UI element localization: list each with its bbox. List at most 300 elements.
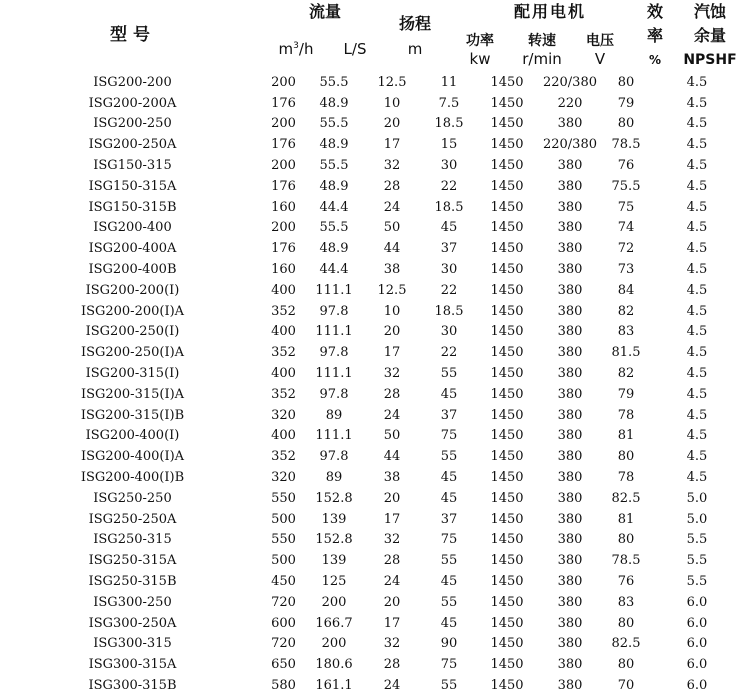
table-row <box>0 571 748 592</box>
cell-model: ISG250-315 <box>93 532 172 548</box>
cell-flow-ls: 44.4 <box>319 199 349 215</box>
cell-flow-m3h: 400 <box>271 366 296 382</box>
cell-head: 32 <box>383 532 401 548</box>
header-efficiency-1: 效 <box>646 2 663 21</box>
cell-speed: 1450 <box>490 574 524 590</box>
cell-flow-m3h: 176 <box>271 95 296 111</box>
cell-flow-m3h: 200 <box>271 158 296 174</box>
cell-model: ISG200-315(I)A <box>80 386 185 402</box>
cell-flow-ls: 48.9 <box>319 95 349 111</box>
cell-head: 17 <box>383 511 401 527</box>
table-row <box>0 72 748 93</box>
cell-npsh: 5.5 <box>686 574 708 590</box>
cell-flow-ls: 139 <box>321 553 347 569</box>
table-row <box>0 342 748 363</box>
header-flow-unit-ls: L/S <box>343 40 367 58</box>
cell-power: 55 <box>440 594 458 610</box>
cell-voltage: 380 <box>557 657 583 673</box>
table-row <box>0 93 748 114</box>
cell-power: 22 <box>440 178 458 194</box>
cell-model: ISG300-250 <box>93 594 172 610</box>
cell-voltage: 380 <box>557 615 583 631</box>
cell-efficiency: 73 <box>617 262 635 278</box>
cell-voltage: 380 <box>557 511 583 527</box>
table-row <box>0 322 748 343</box>
cell-npsh: 6.0 <box>686 657 708 673</box>
header-model: 型 号 <box>110 25 150 45</box>
cell-power: 15 <box>440 137 458 153</box>
cell-model: ISG200-250 <box>93 116 172 132</box>
cell-voltage: 380 <box>557 386 583 402</box>
cell-head: 28 <box>383 178 401 194</box>
cell-voltage: 380 <box>557 303 583 319</box>
cell-efficiency: 82 <box>617 366 635 382</box>
cell-flow-m3h: 400 <box>271 324 296 340</box>
cell-power: 45 <box>440 615 458 631</box>
cell-speed: 1450 <box>490 407 524 423</box>
cell-head: 44 <box>383 241 401 257</box>
cell-efficiency: 74 <box>617 220 635 236</box>
cell-flow-ls: 89 <box>325 470 343 486</box>
cell-model: ISG150-315 <box>93 158 172 174</box>
table-row <box>0 384 748 405</box>
cell-flow-ls: 200 <box>321 594 347 610</box>
cell-flow-m3h: 580 <box>271 678 296 693</box>
table-row <box>0 613 748 634</box>
cell-voltage: 380 <box>557 574 583 590</box>
cell-flow-m3h: 176 <box>271 178 296 194</box>
cell-flow-m3h: 400 <box>271 282 296 298</box>
cell-power: 55 <box>440 449 458 465</box>
cell-model: ISG200-400(I)A <box>80 449 185 465</box>
cell-power: 22 <box>440 345 458 361</box>
cell-model: ISG200-400(I) <box>85 428 180 444</box>
cell-head: 12.5 <box>377 74 407 90</box>
cell-power: 75 <box>440 532 458 548</box>
cell-efficiency: 72 <box>617 241 635 257</box>
cell-speed: 1450 <box>490 386 524 402</box>
cell-speed: 1450 <box>490 490 524 506</box>
cell-efficiency: 80 <box>617 449 635 465</box>
cell-model: ISG200-315(I) <box>85 366 180 382</box>
header-head: 扬程 <box>398 14 431 33</box>
cell-flow-m3h: 320 <box>271 470 296 486</box>
header-power-unit: kw <box>469 50 491 68</box>
cell-flow-m3h: 200 <box>271 220 296 236</box>
cell-npsh: 4.5 <box>686 220 708 236</box>
cell-head: 12.5 <box>377 282 407 298</box>
unit-m3h-base: m <box>278 40 294 58</box>
table-row <box>0 467 748 488</box>
cell-head: 32 <box>383 366 401 382</box>
cell-flow-ls: 200 <box>321 636 347 652</box>
cell-model: ISG300-315 <box>93 636 172 652</box>
cell-power: 37 <box>440 511 458 527</box>
cell-flow-m3h: 352 <box>271 386 296 402</box>
cell-efficiency: 75 <box>617 199 635 215</box>
cell-voltage: 380 <box>557 449 583 465</box>
table-row <box>0 426 748 447</box>
cell-head: 10 <box>383 303 401 319</box>
cell-head: 28 <box>383 657 401 673</box>
table-row <box>0 634 748 655</box>
cell-speed: 1450 <box>490 615 524 631</box>
cell-efficiency: 80 <box>617 74 635 90</box>
cell-speed: 1450 <box>490 428 524 444</box>
cell-efficiency: 79 <box>617 95 635 111</box>
cell-head: 28 <box>383 553 401 569</box>
cell-voltage: 380 <box>557 116 583 132</box>
cell-flow-m3h: 450 <box>271 574 296 590</box>
cell-speed: 1450 <box>490 116 524 132</box>
header-flow: 流量 <box>308 2 341 21</box>
cell-flow-ls: 55.5 <box>319 116 349 132</box>
cell-flow-m3h: 176 <box>271 241 296 257</box>
cell-flow-m3h: 200 <box>271 74 296 90</box>
cell-head: 10 <box>383 95 401 111</box>
cell-flow-ls: 97.8 <box>319 345 349 361</box>
table-row <box>0 363 748 384</box>
cell-voltage: 380 <box>557 220 583 236</box>
cell-voltage: 380 <box>557 324 583 340</box>
cell-head: 20 <box>383 324 401 340</box>
cell-flow-m3h: 352 <box>271 303 296 319</box>
cell-npsh: 4.5 <box>686 241 708 257</box>
cell-flow-m3h: 650 <box>271 657 296 673</box>
cell-flow-ls: 55.5 <box>319 74 349 90</box>
header-npsh-2: 余量 <box>693 26 726 45</box>
cell-npsh: 4.5 <box>686 95 708 111</box>
cell-efficiency: 80 <box>617 532 635 548</box>
cell-power: 18.5 <box>434 199 464 215</box>
table-row <box>0 488 748 509</box>
cell-model: ISG200-315(I)B <box>80 407 185 423</box>
cell-model: ISG300-250A <box>88 615 177 631</box>
cell-flow-ls: 97.8 <box>319 303 349 319</box>
cell-flow-m3h: 352 <box>271 449 296 465</box>
cell-head: 24 <box>383 199 401 215</box>
cell-flow-ls: 152.8 <box>315 490 353 506</box>
header-efficiency-2: 率 <box>646 26 663 45</box>
cell-model: ISG200-250A <box>88 137 177 153</box>
table-row <box>0 550 748 571</box>
cell-head: 38 <box>383 262 401 278</box>
cell-head: 24 <box>383 574 401 590</box>
cell-flow-ls: 111.1 <box>315 366 353 382</box>
cell-head: 17 <box>383 615 401 631</box>
cell-model: ISG250-250A <box>88 511 177 527</box>
cell-flow-ls: 139 <box>321 511 347 527</box>
cell-speed: 1450 <box>490 345 524 361</box>
cell-power: 45 <box>440 490 458 506</box>
cell-npsh: 4.5 <box>686 137 708 153</box>
table-row <box>0 155 748 176</box>
header-npsh-1: 汽蚀 <box>693 2 726 21</box>
cell-voltage: 380 <box>557 345 583 361</box>
table-row <box>0 592 748 613</box>
cell-power: 55 <box>440 678 458 693</box>
cell-head: 50 <box>383 220 401 236</box>
cell-flow-m3h: 550 <box>271 532 296 548</box>
header-head-unit: m <box>407 40 423 58</box>
cell-model: ISG200-200(I)A <box>80 303 185 319</box>
table-row <box>0 134 748 155</box>
cell-efficiency: 78.5 <box>611 137 641 153</box>
cell-efficiency: 82 <box>617 303 635 319</box>
cell-power: 45 <box>440 386 458 402</box>
cell-speed: 1450 <box>490 449 524 465</box>
cell-voltage: 380 <box>557 553 583 569</box>
cell-efficiency: 81 <box>617 511 635 527</box>
cell-flow-ls: 89 <box>325 407 343 423</box>
cell-head: 44 <box>383 449 401 465</box>
cell-power: 55 <box>440 553 458 569</box>
cell-flow-ls: 166.7 <box>315 615 353 631</box>
cell-efficiency: 80 <box>617 116 635 132</box>
cell-model: ISG300-315A <box>88 657 177 673</box>
cell-power: 90 <box>440 636 458 652</box>
cell-head: 50 <box>383 428 401 444</box>
cell-model: ISG250-315A <box>88 553 177 569</box>
cell-speed: 1450 <box>490 178 524 194</box>
cell-speed: 1450 <box>490 95 524 111</box>
cell-flow-ls: 55.5 <box>319 220 349 236</box>
header-efficiency-unit: % <box>648 53 662 67</box>
cell-flow-ls: 44.4 <box>319 262 349 278</box>
table-row <box>0 218 748 239</box>
cell-flow-ls: 111.1 <box>315 282 353 298</box>
cell-power: 18.5 <box>434 303 464 319</box>
cell-flow-ls: 48.9 <box>319 137 349 153</box>
cell-speed: 1450 <box>490 303 524 319</box>
cell-speed: 1450 <box>490 470 524 486</box>
table-row <box>0 280 748 301</box>
cell-flow-m3h: 500 <box>271 553 296 569</box>
cell-power: 30 <box>440 158 458 174</box>
cell-voltage: 380 <box>557 199 583 215</box>
cell-speed: 1450 <box>490 199 524 215</box>
spec-rows <box>0 72 748 696</box>
cell-speed: 1450 <box>490 262 524 278</box>
cell-model: ISG300-315B <box>88 678 177 693</box>
cell-efficiency: 83 <box>617 324 635 340</box>
cell-npsh: 4.5 <box>686 74 708 90</box>
cell-head: 38 <box>383 470 401 486</box>
cell-flow-m3h: 720 <box>271 594 296 610</box>
unit-m3h-sup: 3 <box>293 41 299 51</box>
cell-power: 45 <box>440 574 458 590</box>
table-row <box>0 405 748 426</box>
spec-table <box>0 72 748 696</box>
cell-model: ISG200-400B <box>88 262 177 278</box>
cell-model: ISG200-400 <box>93 220 172 236</box>
cell-efficiency: 76 <box>617 574 635 590</box>
cell-flow-ls: 180.6 <box>315 657 353 673</box>
cell-model: ISG250-315B <box>88 574 177 590</box>
table-row <box>0 238 748 259</box>
cell-head: 20 <box>383 490 401 506</box>
cell-power: 18.5 <box>434 116 464 132</box>
table-row <box>0 176 748 197</box>
cell-voltage: 380 <box>557 366 583 382</box>
cell-npsh: 5.0 <box>686 511 708 527</box>
cell-flow-ls: 111.1 <box>315 428 353 444</box>
cell-power: 37 <box>440 407 458 423</box>
cell-power: 22 <box>440 282 458 298</box>
cell-npsh: 4.5 <box>686 178 708 194</box>
cell-flow-ls: 48.9 <box>319 241 349 257</box>
cell-speed: 1450 <box>490 636 524 652</box>
cell-head: 28 <box>383 386 401 402</box>
header-power: 功率 <box>466 33 494 49</box>
cell-flow-m3h: 160 <box>271 262 296 278</box>
cell-npsh: 4.5 <box>686 282 708 298</box>
cell-speed: 1450 <box>490 158 524 174</box>
cell-power: 30 <box>440 324 458 340</box>
cell-npsh: 4.5 <box>686 449 708 465</box>
header-speed: 转速 <box>528 33 556 49</box>
cell-efficiency: 83 <box>617 594 635 610</box>
header-flow-unit-m3h <box>266 40 326 58</box>
cell-efficiency: 84 <box>617 282 635 298</box>
cell-speed: 1450 <box>490 594 524 610</box>
cell-npsh: 6.0 <box>686 636 708 652</box>
cell-model: ISG200-250(I)A <box>80 345 185 361</box>
cell-speed: 1450 <box>490 366 524 382</box>
table-row <box>0 446 748 467</box>
cell-voltage: 380 <box>557 470 583 486</box>
cell-speed: 1450 <box>490 324 524 340</box>
cell-efficiency: 79 <box>617 386 635 402</box>
cell-voltage: 380 <box>557 407 583 423</box>
cell-voltage: 380 <box>557 282 583 298</box>
cell-voltage: 220/380 <box>542 137 597 153</box>
cell-speed: 1450 <box>490 220 524 236</box>
cell-npsh: 4.5 <box>686 470 708 486</box>
cell-speed: 1450 <box>490 532 524 548</box>
cell-npsh: 4.5 <box>686 366 708 382</box>
header-voltage: 电压 <box>586 33 614 49</box>
cell-npsh: 4.5 <box>686 303 708 319</box>
cell-efficiency: 78 <box>617 470 635 486</box>
cell-efficiency: 81 <box>617 428 635 444</box>
cell-voltage: 380 <box>557 678 583 693</box>
cell-flow-ls: 55.5 <box>319 158 349 174</box>
cell-flow-m3h: 160 <box>271 199 296 215</box>
table-row <box>0 259 748 280</box>
table-row <box>0 675 748 696</box>
cell-npsh: 5.0 <box>686 490 708 506</box>
cell-npsh: 4.5 <box>686 116 708 132</box>
cell-model: ISG200-200(I) <box>85 282 180 298</box>
cell-voltage: 220/380 <box>542 74 597 90</box>
cell-efficiency: 78 <box>617 407 635 423</box>
cell-flow-ls: 125 <box>321 574 347 590</box>
cell-npsh: 4.5 <box>686 345 708 361</box>
cell-voltage: 380 <box>557 158 583 174</box>
cell-npsh: 6.0 <box>686 678 708 693</box>
unit-m3h-rest: /h <box>298 40 314 58</box>
cell-model: ISG200-400A <box>88 241 177 257</box>
cell-model: ISG200-250(I) <box>85 324 180 340</box>
table-row <box>0 301 748 322</box>
cell-efficiency: 82.5 <box>611 490 641 506</box>
cell-speed: 1450 <box>490 74 524 90</box>
cell-model: ISG150-315A <box>88 178 177 194</box>
cell-power: 55 <box>440 366 458 382</box>
cell-power: 30 <box>440 262 458 278</box>
cell-voltage: 380 <box>557 262 583 278</box>
cell-npsh: 4.5 <box>686 324 708 340</box>
cell-flow-m3h: 200 <box>271 116 296 132</box>
cell-head: 32 <box>383 636 401 652</box>
cell-power: 37 <box>440 241 458 257</box>
cell-speed: 1450 <box>490 241 524 257</box>
cell-flow-ls: 97.8 <box>319 449 349 465</box>
cell-voltage: 220 <box>557 95 583 111</box>
cell-voltage: 380 <box>557 490 583 506</box>
cell-model: ISG250-250 <box>93 490 172 506</box>
cell-speed: 1450 <box>490 282 524 298</box>
table-row <box>0 509 748 530</box>
cell-head: 20 <box>383 594 401 610</box>
cell-npsh: 4.5 <box>686 428 708 444</box>
cell-efficiency: 76 <box>617 158 635 174</box>
cell-voltage: 380 <box>557 241 583 257</box>
cell-voltage: 380 <box>557 428 583 444</box>
cell-npsh: 4.5 <box>686 199 708 215</box>
cell-npsh: 5.5 <box>686 553 708 569</box>
cell-efficiency: 75.5 <box>611 178 641 194</box>
cell-flow-m3h: 600 <box>271 615 296 631</box>
cell-head: 20 <box>383 116 401 132</box>
cell-flow-ls: 97.8 <box>319 386 349 402</box>
cell-speed: 1450 <box>490 511 524 527</box>
cell-head: 24 <box>383 678 401 693</box>
cell-model: ISG200-200 <box>93 74 172 90</box>
cell-flow-ls: 48.9 <box>319 178 349 194</box>
cell-npsh: 6.0 <box>686 594 708 610</box>
cell-flow-m3h: 550 <box>271 490 296 506</box>
cell-head: 32 <box>383 158 401 174</box>
header-npsh-unit: NPSHF <box>683 52 737 68</box>
cell-efficiency: 78.5 <box>611 553 641 569</box>
cell-flow-m3h: 176 <box>271 137 296 153</box>
cell-efficiency: 80 <box>617 615 635 631</box>
header-voltage-unit: V <box>594 50 606 68</box>
cell-power: 7.5 <box>438 95 460 111</box>
cell-speed: 1450 <box>490 657 524 673</box>
cell-efficiency: 80 <box>617 657 635 673</box>
cell-speed: 1450 <box>490 137 524 153</box>
cell-power: 11 <box>440 74 458 90</box>
cell-model: ISG200-200A <box>88 95 177 111</box>
cell-npsh: 6.0 <box>686 615 708 631</box>
cell-flow-ls: 161.1 <box>315 678 353 693</box>
cell-power: 75 <box>440 657 458 673</box>
cell-flow-ls: 152.8 <box>315 532 353 548</box>
cell-voltage: 380 <box>557 178 583 194</box>
table-row <box>0 114 748 135</box>
cell-speed: 1450 <box>490 553 524 569</box>
cell-head: 17 <box>383 345 401 361</box>
cell-head: 17 <box>383 137 401 153</box>
cell-npsh: 4.5 <box>686 262 708 278</box>
cell-npsh: 5.5 <box>686 532 708 548</box>
cell-head: 24 <box>383 407 401 423</box>
cell-model: ISG200-400(I)B <box>80 470 185 486</box>
cell-efficiency: 82.5 <box>611 636 641 652</box>
